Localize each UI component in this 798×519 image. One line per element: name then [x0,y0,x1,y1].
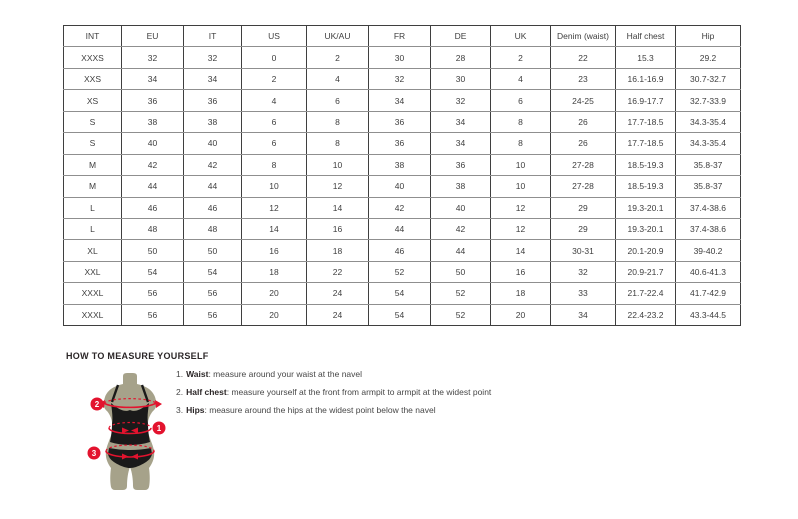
size-cell: XS [64,90,122,111]
badge-number: 1 [156,424,162,433]
size-cell: 22 [307,261,369,282]
size-cell: 24-25 [551,90,616,111]
size-cell: 20.1-20.9 [616,240,676,261]
size-cell: 42 [369,197,431,218]
size-cell: 16.1-16.9 [616,68,676,89]
size-cell: 14 [491,240,551,261]
size-cell: 12 [491,197,551,218]
size-cell: XXXS [64,47,122,68]
step-number: 2. [176,387,184,397]
mannequin-icon [82,372,182,496]
size-row [64,304,741,325]
size-cell: 40 [369,176,431,197]
step-text: : measure around your waist at the navel [208,369,363,379]
column-header: DE [431,26,491,47]
column-header: FR [369,26,431,47]
size-cell: 10 [491,154,551,175]
size-cell: 22 [551,47,616,68]
size-cell: 29 [551,197,616,218]
size-cell: 10 [242,176,307,197]
badge-hips [88,447,101,460]
size-cell: 50 [122,240,184,261]
badge-half-chest [91,398,104,411]
size-cell: 32 [122,47,184,68]
size-cell: 18.5-19.3 [616,176,676,197]
size-cell: 28 [431,47,491,68]
size-cell: 48 [122,218,184,239]
size-cell: 29.2 [676,47,741,68]
size-cell: 20 [491,304,551,325]
size-cell: 42 [431,218,491,239]
size-cell: 24 [307,304,369,325]
size-cell: 54 [369,304,431,325]
size-cell: 56 [184,283,242,304]
size-cell: 22.4-23.2 [616,304,676,325]
size-cell: 14 [242,218,307,239]
size-cell: 32 [431,90,491,111]
size-cell: 34.3-35.4 [676,133,741,154]
size-cell: 8 [307,133,369,154]
measure-step [176,405,491,416]
size-cell: 20 [242,283,307,304]
size-cell: 12 [491,218,551,239]
size-cell: 43.3-44.5 [676,304,741,325]
size-cell: 12 [242,197,307,218]
size-cell: 26 [551,111,616,132]
size-cell: 44 [184,176,242,197]
column-header: UK [491,26,551,47]
size-row [64,176,741,197]
size-cell: 24 [307,283,369,304]
size-cell: 38 [431,176,491,197]
step-number: 1. [176,369,184,379]
size-cell: M [64,154,122,175]
size-cell: 48 [184,218,242,239]
size-row [64,90,741,111]
size-cell: 44 [122,176,184,197]
size-cell: 36 [431,154,491,175]
size-cell: 38 [122,111,184,132]
size-cell: 54 [122,261,184,282]
size-cell: 2 [242,68,307,89]
step-label: Waist [186,369,209,379]
size-cell: 16 [491,261,551,282]
size-cell: 34 [122,68,184,89]
size-cell: XXXL [64,304,122,325]
size-table [63,25,741,326]
size-cell: 2 [307,47,369,68]
size-cell: 40 [184,133,242,154]
size-cell: XXXL [64,283,122,304]
size-cell: 34 [431,133,491,154]
size-cell: XXL [64,261,122,282]
size-cell: 21.7-22.4 [616,283,676,304]
size-cell: 36 [184,90,242,111]
size-cell: 36 [369,133,431,154]
size-cell: 40.6-41.3 [676,261,741,282]
size-cell: 18 [491,283,551,304]
size-cell: 36 [369,111,431,132]
size-cell: 50 [431,261,491,282]
size-cell: XXS [64,68,122,89]
measurement-figure [82,372,182,496]
size-row [64,68,741,89]
size-cell: 27-28 [551,176,616,197]
size-cell: 46 [369,240,431,261]
size-row [64,197,741,218]
size-cell: 16 [242,240,307,261]
size-row [64,240,741,261]
size-cell: 46 [184,197,242,218]
size-cell: 44 [369,218,431,239]
size-cell: 0 [242,47,307,68]
size-cell: S [64,111,122,132]
size-cell: 52 [431,304,491,325]
size-cell: 27-28 [551,154,616,175]
size-cell: 4 [491,68,551,89]
size-cell: 8 [491,133,551,154]
size-cell: 37.4-38.6 [676,197,741,218]
size-cell: 12 [307,176,369,197]
size-cell: 23 [551,68,616,89]
size-row [64,154,741,175]
size-cell: L [64,218,122,239]
column-header: Denim (waist) [551,26,616,47]
step-text: : measure yourself at the front from armpit to armpit at the widest point [226,387,492,397]
size-row [64,218,741,239]
size-cell: 30.7-32.7 [676,68,741,89]
size-cell: 17.7-18.5 [616,133,676,154]
size-cell: 54 [184,261,242,282]
size-cell: 2 [491,47,551,68]
measure-section-title: HOW TO MEASURE YOURSELF [66,351,209,361]
size-cell: 32 [369,68,431,89]
size-cell: 46 [122,197,184,218]
size-cell: 38 [184,111,242,132]
size-cell: L [64,197,122,218]
size-cell: 50 [184,240,242,261]
size-cell: 37.4-38.6 [676,218,741,239]
size-cell: 38 [369,154,431,175]
column-header: INT [64,26,122,47]
size-cell: 36 [122,90,184,111]
column-header: Hip [676,26,741,47]
size-cell: 34.3-35.4 [676,111,741,132]
size-cell: 19.3-20.1 [616,218,676,239]
column-header: US [242,26,307,47]
size-row [64,111,741,132]
size-cell: 30 [369,47,431,68]
size-cell: 26 [551,133,616,154]
badge-number: 2 [94,400,100,409]
size-cell: 4 [307,68,369,89]
size-cell: 17.7-18.5 [616,111,676,132]
size-cell: 56 [122,304,184,325]
size-cell: S [64,133,122,154]
size-cell: 33 [551,283,616,304]
measure-steps [176,369,491,423]
size-cell: 30 [431,68,491,89]
size-cell: 18 [242,261,307,282]
size-cell: 14 [307,197,369,218]
size-cell: 42 [184,154,242,175]
size-cell: 4 [242,90,307,111]
size-row [64,47,741,68]
size-cell: 35.8-37 [676,176,741,197]
size-cell: 32 [184,47,242,68]
size-cell: 52 [369,261,431,282]
size-cell: 6 [242,111,307,132]
size-cell: 6 [491,90,551,111]
size-cell: 18 [307,240,369,261]
column-header: EU [122,26,184,47]
size-row [64,261,741,282]
table-header-row [64,26,741,47]
size-cell: 40 [122,133,184,154]
step-text: : measure around the hips at the widest point below the navel [204,405,436,415]
size-cell: 34 [369,90,431,111]
size-cell: 32.7-33.9 [676,90,741,111]
step-label: Half chest [186,387,227,397]
size-cell: 32 [551,261,616,282]
size-cell: 8 [491,111,551,132]
size-cell: 42 [122,154,184,175]
step-number: 3. [176,405,184,415]
column-header: UK/AU [307,26,369,47]
size-cell: 10 [491,176,551,197]
size-cell: 54 [369,283,431,304]
size-cell: 39-40.2 [676,240,741,261]
size-cell: 34 [184,68,242,89]
size-row [64,133,741,154]
size-cell: 18.5-19.3 [616,154,676,175]
measure-step [176,387,491,398]
size-row [64,283,741,304]
size-cell: M [64,176,122,197]
size-cell: 8 [242,154,307,175]
size-cell: 6 [242,133,307,154]
column-header: Half chest [616,26,676,47]
badge-number: 3 [91,449,97,458]
size-cell: 29 [551,218,616,239]
column-header: IT [184,26,242,47]
size-cell: 20.9-21.7 [616,261,676,282]
size-cell: 34 [551,304,616,325]
size-cell: 35.8-37 [676,154,741,175]
size-cell: 15.3 [616,47,676,68]
size-cell: 41.7-42.9 [676,283,741,304]
step-label: Hips [186,405,205,415]
size-cell: 10 [307,154,369,175]
size-cell: 56 [184,304,242,325]
size-cell: 56 [122,283,184,304]
size-cell: 44 [431,240,491,261]
size-cell: 34 [431,111,491,132]
size-cell: 16 [307,218,369,239]
size-cell: XL [64,240,122,261]
size-cell: 52 [431,283,491,304]
measure-step [176,369,491,380]
size-cell: 30-31 [551,240,616,261]
size-cell: 6 [307,90,369,111]
size-cell: 8 [307,111,369,132]
chest-arrow-right [155,400,162,408]
size-cell: 20 [242,304,307,325]
badge-waist [153,422,166,435]
size-cell: 40 [431,197,491,218]
size-cell: 19.3-20.1 [616,197,676,218]
size-cell: 16.9-17.7 [616,90,676,111]
